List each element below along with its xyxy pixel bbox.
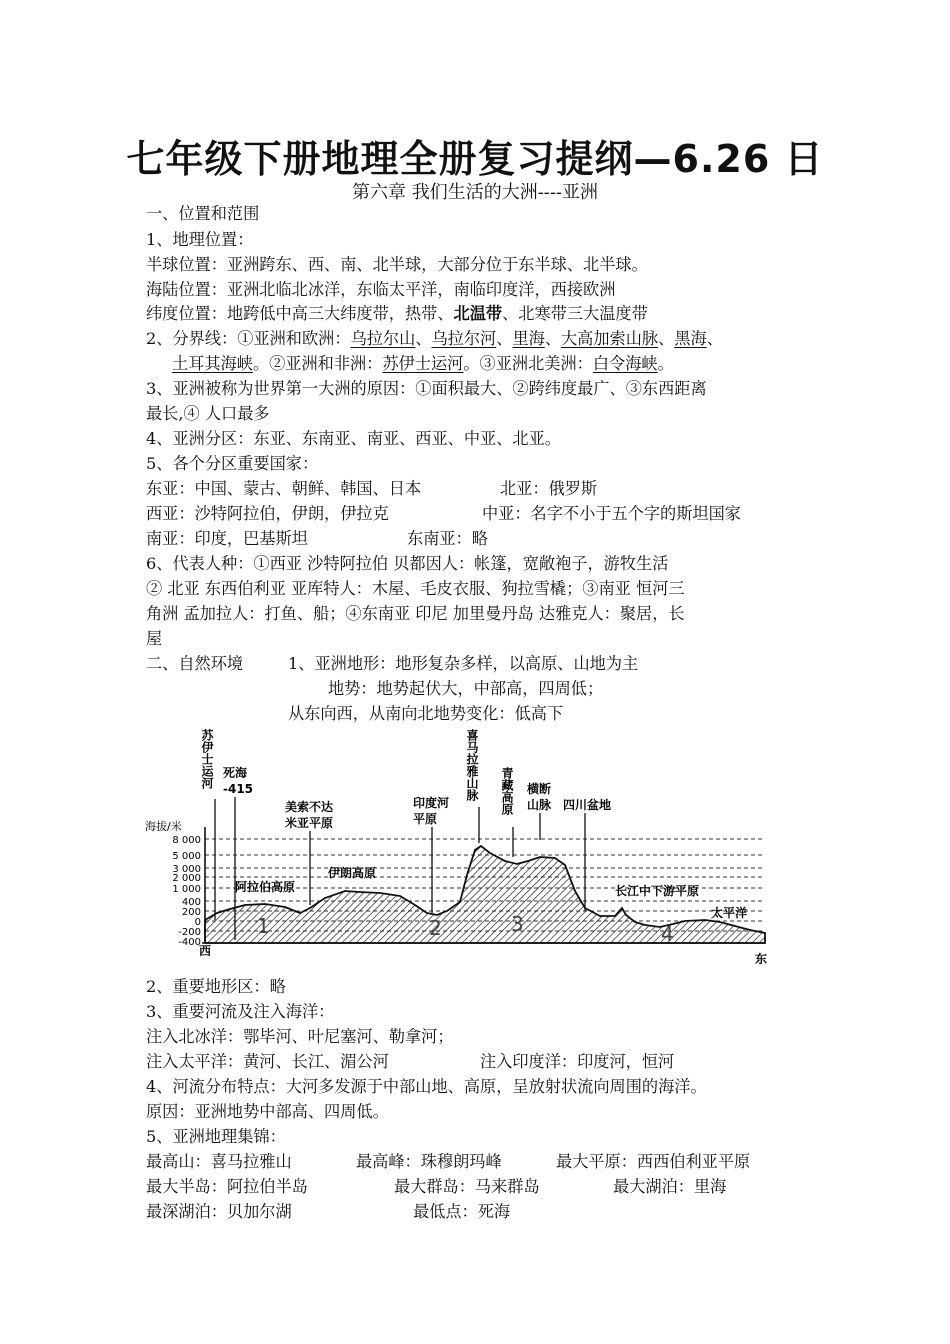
- latitude-bold: 北温带: [453, 304, 503, 323]
- indus-label-2: 平原: [413, 812, 438, 826]
- countries-heading: 5、各个分区重要国家：: [146, 454, 319, 473]
- qz-plateau-label: 青藏高原: [500, 767, 514, 815]
- tick-8000: 8 000: [172, 835, 201, 846]
- geo-location-heading: 1、地理位置：: [146, 230, 254, 249]
- tick-minus400: -400: [178, 937, 201, 948]
- sea-land-line: 海陆位置：亚洲北临北冰洋，东临太平洋，南临印度洋，西接欧洲: [146, 280, 616, 299]
- tick-400: 400: [181, 897, 201, 908]
- countries-east: 东亚：中国、蒙古、朝鲜、韩国、日本: [146, 479, 422, 498]
- east-label: 东: [755, 952, 768, 966]
- mesopotamia-label-1: 美索不达: [285, 800, 334, 814]
- record-largest-plain: 最大平原：西西伯利亚平原: [556, 1152, 751, 1171]
- mesopotamia-label-2: 米亚平原: [285, 816, 334, 830]
- chapter-subtitle: 第六章 我们生活的大洲----亚洲: [351, 182, 599, 203]
- dead-sea-value: -415: [223, 782, 254, 796]
- landform-key: 2、重要地形区：略: [146, 977, 286, 996]
- bering-strait: 白令海峡: [592, 354, 658, 373]
- pacific-label: 太平洋: [711, 906, 748, 920]
- tick-0: 0: [194, 917, 201, 928]
- regions-line: 4、亚洲分区：东亚、东南亚、南亚、西亚、中亚、北亚。: [146, 429, 561, 448]
- race-line-4: 屋: [146, 629, 163, 648]
- tick-2000: 2 000: [172, 873, 201, 884]
- records-heading: 5、亚洲地理集锦：: [146, 1127, 286, 1146]
- page-title: 七年级下册地理全册复习提纲—6.26 日: [126, 137, 824, 181]
- record-highest-mountain: 最高山：喜马拉雅山: [146, 1152, 292, 1171]
- record-largest-lake: 最大湖泊：里海: [613, 1177, 727, 1196]
- largest-reason-2: 最长,④ 人口最多: [146, 404, 270, 423]
- indus-label-1: 印度河: [413, 796, 450, 810]
- hemisphere-line: 半球位置：亚洲跨东、西、南、北半球，大部分位于东半球、北半球。: [146, 255, 648, 274]
- boundary-africa: 。②亚洲和非洲：: [252, 354, 383, 373]
- turkish-straits: 土耳其海峡: [172, 354, 253, 373]
- terrain-line-1: 1、亚洲地形：地形复杂多样，以高原、山地为主: [288, 654, 639, 673]
- countries-southeast: 东南亚：略: [407, 529, 488, 548]
- section-heading-nature: 二、自然环境: [146, 654, 244, 673]
- latitude-line: [146, 304, 648, 324]
- suez-label: 苏伊士运河: [200, 729, 214, 789]
- record-lowest-point: 最低点：死海: [413, 1202, 511, 1221]
- sep: 、: [415, 329, 432, 348]
- race-line-3: 角洲 孟加拉人：打鱼、船；④东南亚 印尼 加里曼丹岛 达雅克人：聚居，长: [146, 604, 685, 623]
- arabian-plateau-label: 阿拉伯高原: [235, 880, 296, 894]
- tick-minus200: -200: [178, 927, 201, 938]
- boundary-end: 。: [657, 354, 674, 373]
- sep: 、: [496, 329, 513, 348]
- rivers-indian: 注入印度洋：印度河，恒河: [480, 1052, 675, 1071]
- caucasus: 大高加索山脉: [561, 329, 659, 348]
- rivers-arctic: 注入北冰洋：鄂毕河、叶尼塞河、勒拿河；: [146, 1027, 454, 1046]
- dead-sea-label: 死海: [223, 766, 248, 780]
- west-label: 西: [199, 944, 212, 958]
- race-line-2: ② 北亚 东西伯利亚 亚库特人：木屋、毛皮衣服、狗拉雪橇；③南亚 恒河三: [146, 579, 685, 598]
- tick-5000: 5 000: [172, 851, 201, 862]
- countries-central: 中亚：名字不小于五个字的斯坦国家: [482, 504, 741, 523]
- record-largest-archipelago: 最大群岛：马来群岛: [394, 1177, 540, 1196]
- ural-river: 乌拉尔河: [431, 329, 497, 348]
- tick-1000: 1 000: [172, 884, 201, 895]
- asia-terrain-profile-diagram: [145, 715, 775, 970]
- record-largest-peninsula: 最大半岛：阿拉伯半岛: [146, 1177, 308, 1196]
- hengduan-label-2: 山脉: [527, 798, 552, 812]
- yangtze-plain-label: 长江中下游平原: [615, 884, 700, 898]
- rivers-heading: 3、重要河流及注入海洋：: [146, 1002, 335, 1021]
- boundary-line-1: [146, 329, 723, 349]
- himalaya-label: 喜马拉雅山脉: [465, 729, 479, 801]
- y-axis-title: 海拔/米: [145, 820, 182, 833]
- record-highest-peak: 最高峰：珠穆朗玛峰: [356, 1152, 502, 1171]
- latitude-text-c: 、北寒带三大温度带: [502, 304, 648, 323]
- countries-south: 南亚：印度，巴基斯坦: [146, 529, 308, 548]
- hengduan-label-1: 横断: [527, 782, 552, 796]
- black-sea: 黑海: [674, 329, 707, 348]
- sep: 、: [544, 329, 561, 348]
- step-3: 3: [511, 912, 524, 936]
- ural-mountains: 乌拉尔山: [350, 329, 416, 348]
- countries-west: 西亚：沙特阿拉伯，伊朗，伊拉克: [146, 504, 389, 523]
- tick-3000: 3 000: [172, 864, 201, 875]
- largest-reason-1: 3、亚洲被称为世界第一大洲的原因：①面积最大、②跨纬度最广、③东西距离: [146, 379, 707, 398]
- suez-canal: 苏伊士运河: [382, 354, 464, 373]
- step-4: 4: [661, 922, 674, 946]
- terrain-line-2: 地势：地势起伏大，中部高，四周低；: [328, 679, 604, 698]
- sichuan-basin-label: 四川盆地: [563, 798, 612, 812]
- y-axis-ticks: [172, 835, 201, 948]
- terrain-line-3: 从东向西，从南向北地势变化：低高下: [288, 704, 564, 723]
- caspian-sea: 里海: [512, 329, 545, 348]
- sep: 、: [706, 329, 723, 348]
- step-2: 2: [429, 916, 442, 940]
- boundary-namerica: 。③亚洲北美洲：: [463, 354, 593, 373]
- latitude-text-a: 纬度位置：地跨低中高三大纬度带，热带、: [146, 304, 454, 323]
- tick-200: 200: [181, 907, 201, 918]
- record-deepest-lake: 最深湖泊：贝加尔湖: [146, 1202, 292, 1221]
- boundary-line-2: [172, 354, 674, 374]
- section-heading-location: 一、位置和范围: [146, 204, 260, 223]
- countries-north: 北亚：俄罗斯: [500, 479, 598, 498]
- iran-plateau-label: 伊朗高原: [328, 866, 377, 880]
- rivers-pacific: 注入太平洋：黄河、长江、湄公河: [146, 1052, 389, 1071]
- race-line-1: 6、代表人种：①西亚 沙特阿拉伯 贝都因人：帐篷，宽敞袍子，游牧生活: [146, 554, 669, 573]
- rivers-reason: 原因：亚洲地势中部高、四周低。: [146, 1102, 389, 1121]
- step-1: 1: [257, 914, 270, 938]
- boundary-prefix: 2、分界线：①亚洲和欧洲：: [146, 329, 351, 348]
- sep: 、: [658, 329, 675, 348]
- rivers-pattern: 4、河流分布特点：大河多发源于中部山地、高原，呈放射状流向周围的海洋。: [146, 1077, 707, 1096]
